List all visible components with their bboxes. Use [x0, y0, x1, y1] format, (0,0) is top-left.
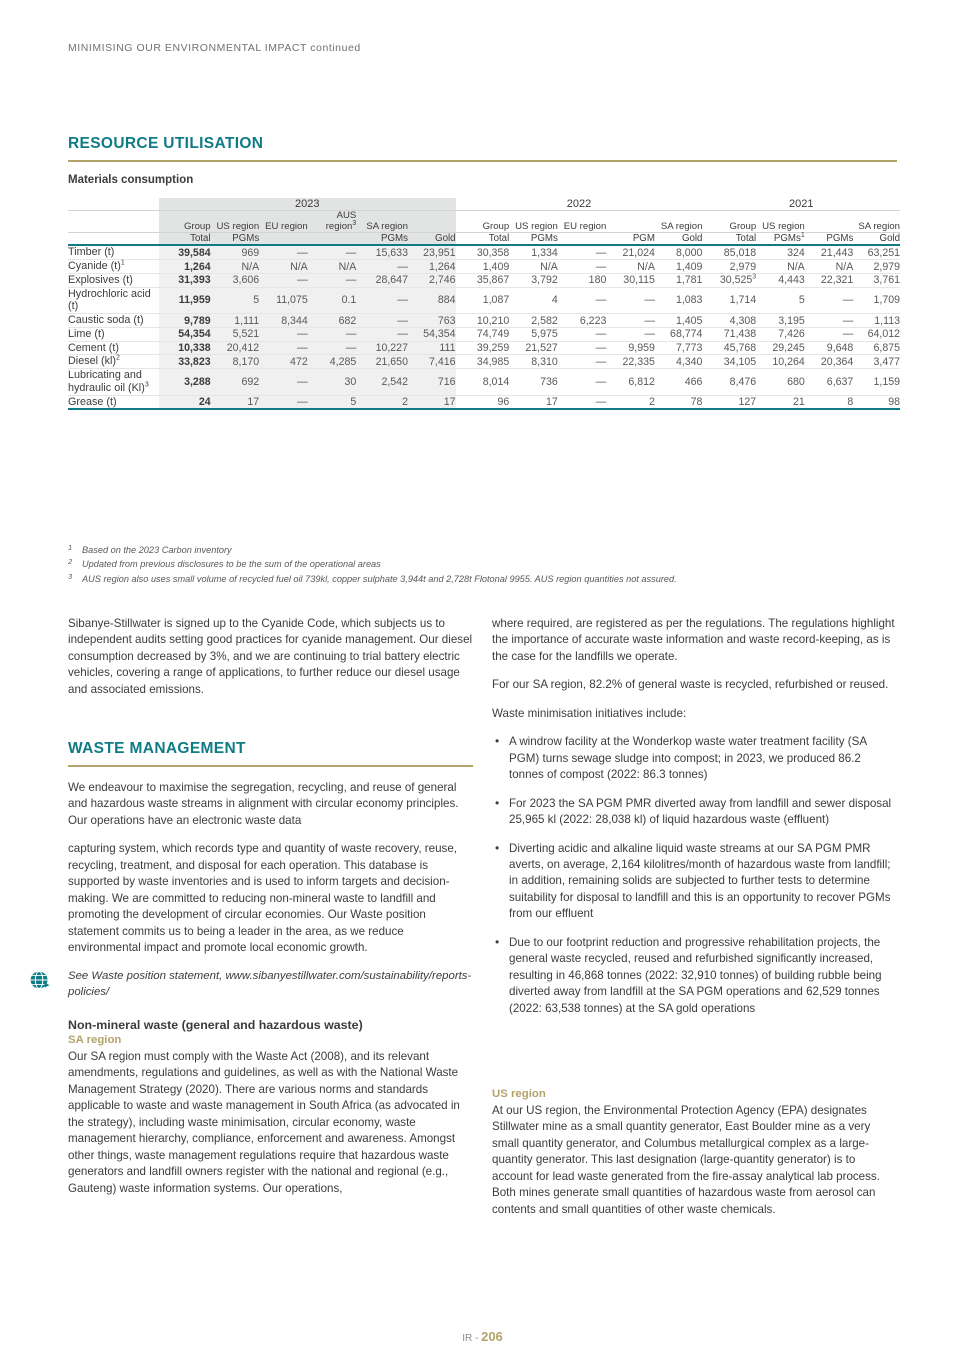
- waste-management-intro: [68, 780, 473, 969]
- cell-2023: 17: [211, 395, 260, 409]
- table-footnotes: [68, 543, 898, 586]
- metric-2023-us-pgms: PGMs: [211, 233, 260, 245]
- cell-2023: —: [259, 245, 308, 259]
- cell-2021: 98: [853, 395, 900, 409]
- us-region-block: [492, 1088, 897, 1218]
- cell-2022: 8,014: [456, 369, 510, 395]
- cell-2021: 1,113: [853, 314, 900, 328]
- cell-2021: 9,648: [805, 341, 854, 355]
- cell-2022: 6,223: [558, 314, 607, 328]
- cell-2023: 17: [408, 395, 456, 409]
- table-footnote: 2 Updated from previous disclosures to be the sum of the operational areas: [68, 557, 381, 570]
- col-2023-sa-region: SA region: [356, 211, 408, 233]
- cell-2022: 4: [509, 287, 558, 313]
- cell-2022: 17: [509, 395, 558, 409]
- cell-2023: —: [259, 327, 308, 341]
- cell-2022: 1,087: [456, 287, 510, 313]
- cell-2023: 20,412: [211, 341, 260, 355]
- col-2022-eu-region: EU region: [563, 220, 607, 232]
- cell-2022: 736: [509, 369, 558, 395]
- metric-2023-sa-gold: Gold: [408, 233, 456, 245]
- cell-2021: 1,709: [853, 287, 900, 313]
- cell-2023: —: [259, 273, 308, 287]
- cell-2023: 111: [408, 341, 456, 355]
- cell-2021: 8: [805, 395, 854, 409]
- recycled-paragraph: For our SA region, 82.2% of general waste is recycled, refurbished or reused.: [492, 678, 889, 692]
- cell-2023: —: [259, 369, 308, 395]
- cell-2022: 22,335: [606, 355, 655, 369]
- year-band-2023: 2023: [159, 198, 456, 211]
- cell-2021: 2,979: [702, 260, 756, 274]
- cell-2023: —: [308, 245, 357, 259]
- table-region-header-row: [68, 211, 900, 233]
- materials-consumption-table-wrap: [68, 174, 900, 410]
- cell-2023: 3,288: [159, 369, 211, 395]
- metric-2021-us-pgms: PGMs$^1$: [773, 232, 805, 245]
- cell-2021: 1,714: [702, 287, 756, 313]
- waste-paragraph-2: capturing system, which records type and quantity of waste recovery, reuse, recycling, treatment, and disposal for each operation. This database is supported by waste inventories and is used to inform targets and decision-making. We are committed to reducing non-mineral waste to landfill and promoting the development of circular economies. Our Waste position statement commits us to being a leader in the area, as we reduce environmental impact and promote local economic growth.: [68, 842, 458, 955]
- cell-2023: 30: [308, 369, 357, 395]
- waste-position-statement-note: [68, 968, 473, 1000]
- cell-2022: N/A: [606, 260, 655, 274]
- waste-position-note-text[interactable]: See Waste position statement, www.sibanyestillwater.com/sustainability/reports-policies/: [68, 970, 472, 999]
- cell-2022: 1,083: [655, 287, 703, 313]
- cell-2021: 3,761: [853, 273, 900, 287]
- row-label: Diesel (kl)$^2$: [68, 355, 159, 369]
- cell-2021: —: [805, 327, 854, 341]
- cell-2023: —: [308, 327, 357, 341]
- cell-2022: —: [558, 369, 607, 395]
- col-2021-us-region: US region: [762, 220, 805, 232]
- col-2022-group: Group: [482, 220, 510, 232]
- cell-2022: 9,959: [606, 341, 655, 355]
- list-item: • Diverting acidic and alkaline liquid waste streams at our SA PGM PMR averts, on average, 2,164 kilolitres/month of hazardous waste from landfill; in addition, remaining solids are subjected to further tests to determine suitability for disposal to landfill and this is an opportunity to recover PGMs from our effluent: [492, 841, 897, 923]
- sa-region-heading: SA region: [68, 1034, 122, 1046]
- cell-2021: 7,426: [756, 327, 805, 341]
- cell-2021: 63,251: [867, 246, 900, 259]
- metric-2021-total: Total: [735, 233, 757, 245]
- cell-2021: 64,012: [853, 327, 900, 341]
- cell-2021: 4,308: [702, 314, 756, 328]
- table-row: [68, 245, 900, 259]
- cell-2023: 23,951: [408, 245, 456, 259]
- cell-2022: 30,358: [476, 246, 510, 259]
- cell-2023: 5,521: [211, 327, 260, 341]
- table-row: [68, 341, 900, 355]
- cell-2023: 11,075: [259, 287, 308, 313]
- cell-2021: 21: [756, 395, 805, 409]
- table-row: [68, 314, 900, 328]
- section-divider: [68, 160, 897, 162]
- cell-2021: 45,768: [702, 341, 756, 355]
- col-2023-aus-region: AUS region$^3$: [308, 211, 357, 233]
- cell-2023: —: [356, 287, 408, 313]
- cell-2021: 8,476: [702, 369, 756, 395]
- cell-2021: 71,438: [702, 327, 756, 341]
- cell-2023: 682: [308, 314, 357, 328]
- cell-2023: 8,170: [211, 355, 260, 369]
- cell-2022: 34,985: [456, 355, 510, 369]
- cell-2023: 4,285: [308, 355, 357, 369]
- cell-2022: N/A: [509, 260, 558, 274]
- cell-2023: 54,354: [408, 327, 456, 341]
- us-region-heading: US region: [492, 1088, 546, 1100]
- metric-2023-sa-pgms: PGMs: [356, 233, 408, 245]
- metric-2022-pgm: PGM: [632, 233, 655, 245]
- cell-2021: 5: [756, 287, 805, 313]
- cell-2023: 2,746: [408, 273, 456, 287]
- col-2021-sa-region: SA region: [858, 220, 900, 232]
- cell-2023: —: [259, 395, 308, 409]
- cell-2023: N/A: [211, 260, 260, 274]
- cell-2021: 34,105: [702, 355, 756, 369]
- cell-2021: 22,321: [805, 273, 854, 287]
- table-footnote: 3 AUS region also uses small volume of recycled fuel oil 739kl, copper sulphate 3,944t and 2,728t Flotonal 9955. AUS region quantities not assured.: [68, 571, 677, 584]
- cell-2023: 33,823: [159, 355, 211, 369]
- cell-2022: 1,781: [655, 273, 703, 287]
- cell-2023: 884: [408, 287, 456, 313]
- page-footer: [0, 1329, 965, 1344]
- materials-consumption-table: [68, 198, 900, 410]
- cell-2021: 3,195: [756, 314, 805, 328]
- cell-2022: 180: [558, 273, 607, 287]
- cell-2022: 3,792: [509, 273, 558, 287]
- cell-2023: 39,584: [159, 245, 211, 259]
- cell-2023: —: [308, 341, 357, 355]
- cell-2023: —: [259, 341, 308, 355]
- row-label: Timber (t): [68, 246, 115, 259]
- cell-2021: 2,979: [853, 260, 900, 274]
- row-label: Cement (t): [68, 341, 159, 355]
- cell-2022: 7,773: [655, 341, 703, 355]
- metric-2023-aus: [308, 233, 357, 245]
- col-2022-us-region: US region: [515, 220, 558, 232]
- cell-2022: 30,115: [606, 273, 655, 287]
- table-row: [68, 287, 900, 313]
- list-item: • For 2023 the SA PGM PMR diverted away from landfill and sewer disposal 25,965 kl (2022: 28,038 kl) of liquid hazardous waste (effluent): [492, 796, 897, 829]
- table-row: [68, 273, 900, 287]
- year-band-2021: 2021: [788, 198, 814, 210]
- cell-2022: 2,582: [509, 314, 558, 328]
- cell-2022: 6,812: [606, 369, 655, 395]
- cell-2022: 4,340: [655, 355, 703, 369]
- cell-2023: 31,393: [159, 273, 211, 287]
- cell-2022: —: [558, 327, 607, 341]
- cell-2022: 1,409: [655, 260, 703, 274]
- cell-2021: —: [805, 287, 854, 313]
- cell-2023: 11,959: [159, 287, 211, 313]
- col-2022-blank: [606, 211, 655, 233]
- cell-2023: 692: [211, 369, 260, 395]
- section-heading-resource-utilisation: RESOURCE UTILISATION: [68, 135, 264, 152]
- cell-2021: —: [805, 314, 854, 328]
- col-2023-eu-region: EU region: [259, 211, 308, 233]
- footer-prefix: IR -: [462, 1333, 479, 1344]
- metric-2021-pgms: PGMs: [826, 233, 854, 245]
- globe-icon: [29, 969, 51, 991]
- left-text-column: [68, 616, 473, 710]
- non-mineral-heading: Non-mineral waste (general and hazardous waste): [68, 1018, 363, 1032]
- cell-2021: N/A: [756, 260, 805, 274]
- us-region-paragraph: At our US region, the Environmental Protection Agency (EPA) designates Stillwater mine as a small quantity generator, East Boulder mine as a very small quantity generator, and Columbus metallurgical complex as a large-quantity generator. This last designation (large-quantity generator) is to account for lead waste generated from the fire-assay analytical lab process. Both mines generate small quantities of hazardous waste from aerosol can contents and small quantities of other waste chemicals.: [492, 1104, 880, 1216]
- table-row: [68, 355, 900, 369]
- cell-2022: —: [558, 395, 607, 409]
- waste-initiatives-list: [492, 734, 897, 1017]
- cell-2021: 29,245: [756, 341, 805, 355]
- cell-2022: —: [595, 246, 607, 259]
- cell-2023: 8,344: [259, 314, 308, 328]
- table-year-band-row: [68, 198, 900, 211]
- cell-2023: 7,416: [408, 355, 456, 369]
- col-2023-group: Group: [159, 211, 211, 233]
- page-number: 206: [481, 1329, 503, 1344]
- cell-2021: 10,264: [756, 355, 805, 369]
- cell-2022: 1,409: [456, 260, 510, 274]
- cell-2022: —: [606, 327, 655, 341]
- cell-2023: 10,227: [356, 341, 408, 355]
- metric-2021-gold: Gold: [879, 233, 900, 245]
- cell-2023: 5: [308, 395, 357, 409]
- cell-2022: 466: [655, 369, 703, 395]
- metric-2022-eu: [558, 233, 607, 245]
- cell-2021: 6,875: [853, 341, 900, 355]
- waste-management-section: [68, 740, 473, 767]
- table-footnote: 1 Based on the 2023 Carbon inventory: [68, 543, 232, 555]
- continued-paragraph: where required, are registered as per the regulations. The regulations highlight the importance of accurate waste information and waste record-keeping, as is the case for the landfills we operate.: [492, 617, 895, 663]
- cell-2023: 5: [211, 287, 260, 313]
- col-2022-sa-region: SA region: [660, 220, 703, 232]
- cell-2022: 96: [456, 395, 510, 409]
- cell-2021: 30,525$^3$: [702, 273, 756, 287]
- list-item: • Due to our footprint reduction and progressive rehabilitation projects, the general waste recycled, reused and refurbished significantly increased, resulting in 46,868 tonnes (2022: 32,910 tonnes) of building rubble being diverted away from landfill at the SA PGM operations and 62,529 tonnes (2022: 63,538 tonnes) at the SA gold operations: [492, 935, 897, 1017]
- cell-2021: 127: [702, 395, 756, 409]
- cell-2023: 969: [211, 245, 260, 259]
- cell-2023: 2: [356, 395, 408, 409]
- section-divider: [68, 765, 473, 767]
- cell-2021: 324: [787, 246, 805, 259]
- cell-2023: N/A: [308, 260, 357, 274]
- cell-2023: 1,264: [159, 260, 211, 274]
- cell-2021: 21,443: [820, 246, 854, 259]
- waste-paragraph-1: We endeavour to maximise the segregation, recycling, and reuse of general and hazardous waste streams in alignment with circular economy principles. Our operations have an electronic waste data: [68, 781, 459, 827]
- cell-2023: 21,650: [356, 355, 408, 369]
- cell-2023: 1,264: [408, 260, 456, 274]
- non-mineral-waste-block: [68, 1018, 473, 1197]
- cell-2022: 2: [606, 395, 655, 409]
- materials-table-body: [68, 245, 900, 409]
- cell-2023: —: [308, 273, 357, 287]
- cell-2023: 54,354: [159, 327, 211, 341]
- metric-2023-eu: [259, 233, 308, 245]
- cell-2021: 680: [756, 369, 805, 395]
- cell-2021: 1,159: [853, 369, 900, 395]
- cell-2022: 1,405: [655, 314, 703, 328]
- cell-2022: —: [558, 355, 607, 369]
- cell-2023: 0.1: [308, 287, 357, 313]
- row-label: Hydrochloric acid (t): [68, 287, 159, 313]
- cell-2022: 8,000: [675, 246, 703, 259]
- cell-2023: 15,633: [356, 245, 408, 259]
- col-2023-sa-region-gold: [408, 211, 456, 233]
- table-row: [68, 395, 900, 409]
- cell-2021: 6,637: [805, 369, 854, 395]
- cell-2023: 716: [408, 369, 456, 395]
- cell-2023: —: [356, 327, 408, 341]
- cyanide-paragraph: Sibanye-Stillwater is signed up to the Cyanide Code, which subjects us to independent audits setting good practices for cyanide management. Our diesel consumption decreased by 3%, and we are continuing to trial battery electric vehicles, covering a range of applications, to further reduce our diesel usage and associated emissions.: [68, 617, 473, 696]
- cell-2023: 10,338: [159, 341, 211, 355]
- cell-2023: 2,542: [356, 369, 408, 395]
- sa-region-paragraph: Our SA region must comply with the Waste Act (2008), and its relevant amendments, regulations and guidelines, as well as with the National Waste Management Strategy (2020). There are various norms and standards applicable to waste and waste management in South Africa (as advocated in the strategy), including waste minimisation, circular economy, waste management hierarchy, compliance, enforcement and awareness. Amongst other things, waste management regulations require that hazardous waste generators and landfill owners register with the national and regional (e.g., Gauteng) waste information systems. Our operations,: [68, 1050, 460, 1195]
- cell-2023: 24: [159, 395, 211, 409]
- cell-2021: N/A: [805, 260, 854, 274]
- cell-2022: 39,259: [456, 341, 510, 355]
- cell-2022: 10,210: [456, 314, 510, 328]
- cell-2023: 3,606: [211, 273, 260, 287]
- row-label: Caustic soda (t): [68, 314, 159, 328]
- table-caption: Materials consumption: [68, 174, 194, 186]
- row-label: Lubricating and hydraulic oil $(Kl)^3$: [68, 369, 159, 395]
- metric-2022-us-pgms: PGMs: [530, 233, 558, 245]
- table-row: [68, 369, 900, 395]
- cell-2023: 472: [259, 355, 308, 369]
- cell-2022: —: [558, 260, 607, 274]
- cell-2022: 78: [655, 395, 703, 409]
- cell-2021: 4,443: [756, 273, 805, 287]
- cell-2023: N/A: [259, 260, 308, 274]
- cell-2022: 68,774: [655, 327, 703, 341]
- cell-2022: —: [558, 287, 607, 313]
- cell-2023: 28,647: [356, 273, 408, 287]
- col-2023-us-region: US region: [211, 211, 260, 233]
- metric-2023-total: Total: [159, 233, 211, 245]
- right-text-column: [492, 616, 897, 1029]
- row-label: Explosives (t): [68, 273, 159, 287]
- running-header: MINIMISING OUR ENVIRONMENTAL IMPACT continued: [68, 42, 361, 54]
- cell-2021: 20,364: [805, 355, 854, 369]
- cell-2023: —: [356, 314, 408, 328]
- year-band-2022: 2022: [566, 198, 592, 210]
- col-2021-blank: [805, 211, 854, 233]
- table-row: [68, 327, 900, 341]
- cell-2023: 763: [408, 314, 456, 328]
- cell-2022: 5,975: [509, 327, 558, 341]
- row-label: Cyanide $(t)^1$: [68, 260, 159, 274]
- cell-2022: 74,749: [456, 327, 510, 341]
- cell-2023: 1,111: [211, 314, 260, 328]
- cell-2023: 9,789: [159, 314, 211, 328]
- cell-2022: —: [606, 314, 655, 328]
- list-item: • A windrow facility at the Wonderkop waste water treatment facility (SA PGM) turns sewage sludge into compost; in 2023, we produced 86.2 tonnes of compost (2022: 86.3 tonnes): [492, 734, 897, 783]
- resource-utilisation-section: [68, 135, 897, 162]
- table-metric-header-row: [68, 233, 900, 245]
- row-label: Grease (t): [68, 395, 159, 409]
- section-heading-waste-management: WASTE MANAGEMENT: [68, 740, 246, 757]
- initiatives-intro: Waste minimisation initiatives include:: [492, 706, 687, 720]
- cell-2023: —: [356, 260, 408, 274]
- metric-2022-gold: Gold: [681, 233, 703, 245]
- col-2021-group: Group: [729, 220, 757, 232]
- cell-2022: —: [606, 287, 655, 313]
- cell-2021: 3,477: [853, 355, 900, 369]
- cell-2022: 21,024: [622, 246, 655, 259]
- cell-2021: 85,018: [723, 246, 757, 259]
- row-label: Lime (t): [68, 327, 159, 341]
- metric-2022-total: Total: [488, 233, 510, 245]
- table-row: [68, 260, 900, 274]
- cell-2022: 1,334: [531, 246, 558, 259]
- cell-2022: 21,527: [509, 341, 558, 355]
- cell-2022: 8,310: [509, 355, 558, 369]
- cell-2022: 35,867: [456, 273, 510, 287]
- cell-2022: —: [558, 341, 607, 355]
